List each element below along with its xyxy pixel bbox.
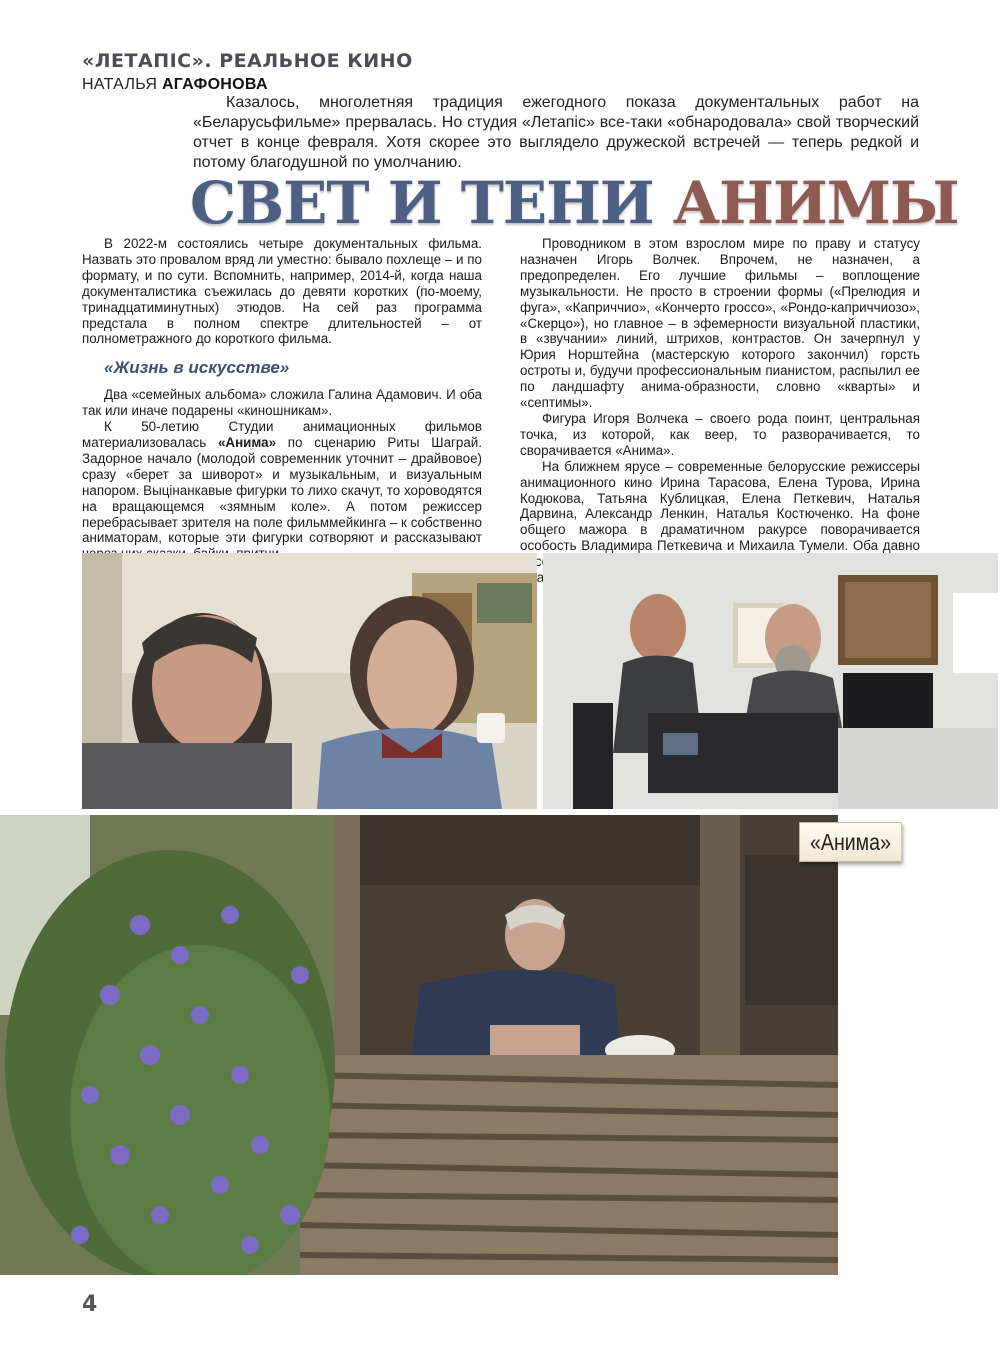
paragraph: Два «семейных альбома» сложила Галина Адамович. И оба так или иначе подарены «киношникам». (82, 387, 482, 419)
author-last-name: АГАФОНОВА (161, 76, 268, 93)
text-column-left (82, 236, 482, 562)
page-number: 4 (82, 1292, 98, 1317)
section-rubric: «ЛЕТАПІС». РЕАЛЬНОЕ КИНО (82, 50, 413, 72)
paragraph: Проводником в этом взрослом мире по праву и статусу назначен Игорь Волчек. Впрочем, не назначен, а предопределен. Его лучшие фильмы – воплощение музыкальности. Не просто в строении формы («Прелюдия и фуга», «Каприччио», «Кончерто гроссо», «Рондо-каприччиозо», «Скерцо»), но главное – в эфемерности визуальной пластики, в «звучании» линий, штрихов, контрастов. Он зачерпнул у Юрия Норштейна (мастерскую которого закончил) горсть остроты и, будучи профессиональным пианистом, распылил ее по ландшафту анима-образности, словно «кварты» и «септимы». (520, 236, 920, 411)
photo-two-women (82, 553, 537, 809)
paragraph: На ближнем ярусе – современные белорусские режиссеры анимационного кино Ирина Тарасова, Елена Турова, Ирина Кодюкова, Татьяна Кублицкая, Елена Петкевич, Наталья Дарвина, Александр Ленкин, Наталья Костюченко. На фоне общего мажора в драматичном ракурсе поворачивается особость Владимира Петкевича и Михаила Тумели. Оба давно (520, 458, 920, 554)
headline-part-1: СВЕТ И ТЕНИ (190, 169, 673, 237)
author-first-name: НАТАЛЬЯ (82, 76, 158, 93)
paragraph (82, 419, 482, 562)
subheading: «Жизнь в искусстве» (104, 358, 290, 378)
author-byline (82, 76, 268, 94)
headline-part-2: АНИМЫ (672, 169, 959, 237)
text-column-right (520, 236, 920, 586)
film-title-bold: «Анима» (217, 434, 277, 450)
article-headline (190, 169, 959, 237)
article-lead: Казалось, многолетняя традиция ежегодного показа документальных работ на «Беларусьфильме» прервалась. Но студия «Летапіс» все-таки «обнародовала» свой творческий отчет в конце февраля. Хотя скорее это выглядело дружеской встречей — теперь редкой и потому благодушной по умолчанию. (193, 94, 919, 171)
photo-caption-tag: «Анима» (799, 822, 902, 862)
photo-man-on-porch (0, 815, 838, 1275)
photo-two-men-at-desk (543, 553, 998, 809)
paragraph-text: по сценарию Риты Шаграй. Задорное начало (молодой современник уточнит – драйвовое) сразу «берет за шиворот» и музыкальным, и визуальным напором. Выцінанкавые фигурки то лихо скачут, то хороводятся на вращающемся «зямным коле». А потом режиссер перебрасывает зрителя на поле фильммейкинга – к собственно аниматорам, которые эти фигурки сотворяют и рассказывают (82, 434, 482, 546)
paragraph: В 2022-м состоялись четыре документальных фильма. Назвать это провалом вряд ли уместно: бывало похлеще – и по формату, и по сути. Вспомнить, например, 2014-й, когда наша документалистика съежилась до девяти коротких (по-моему, тринадцатиминутных) этюдов. На сей раз программа предстала в полном спектре длительностей – от полнометражного до короткого фильма. (82, 236, 482, 347)
paragraph: Фигура Игоря Волчека – своего рода поинт, центральная точка, из которой, как веер, то разворачивается, то сворачивается «Анима». (520, 410, 920, 458)
paragraph-text: К 50-летию Студии анимационных фильмов материализовалась (82, 419, 482, 450)
